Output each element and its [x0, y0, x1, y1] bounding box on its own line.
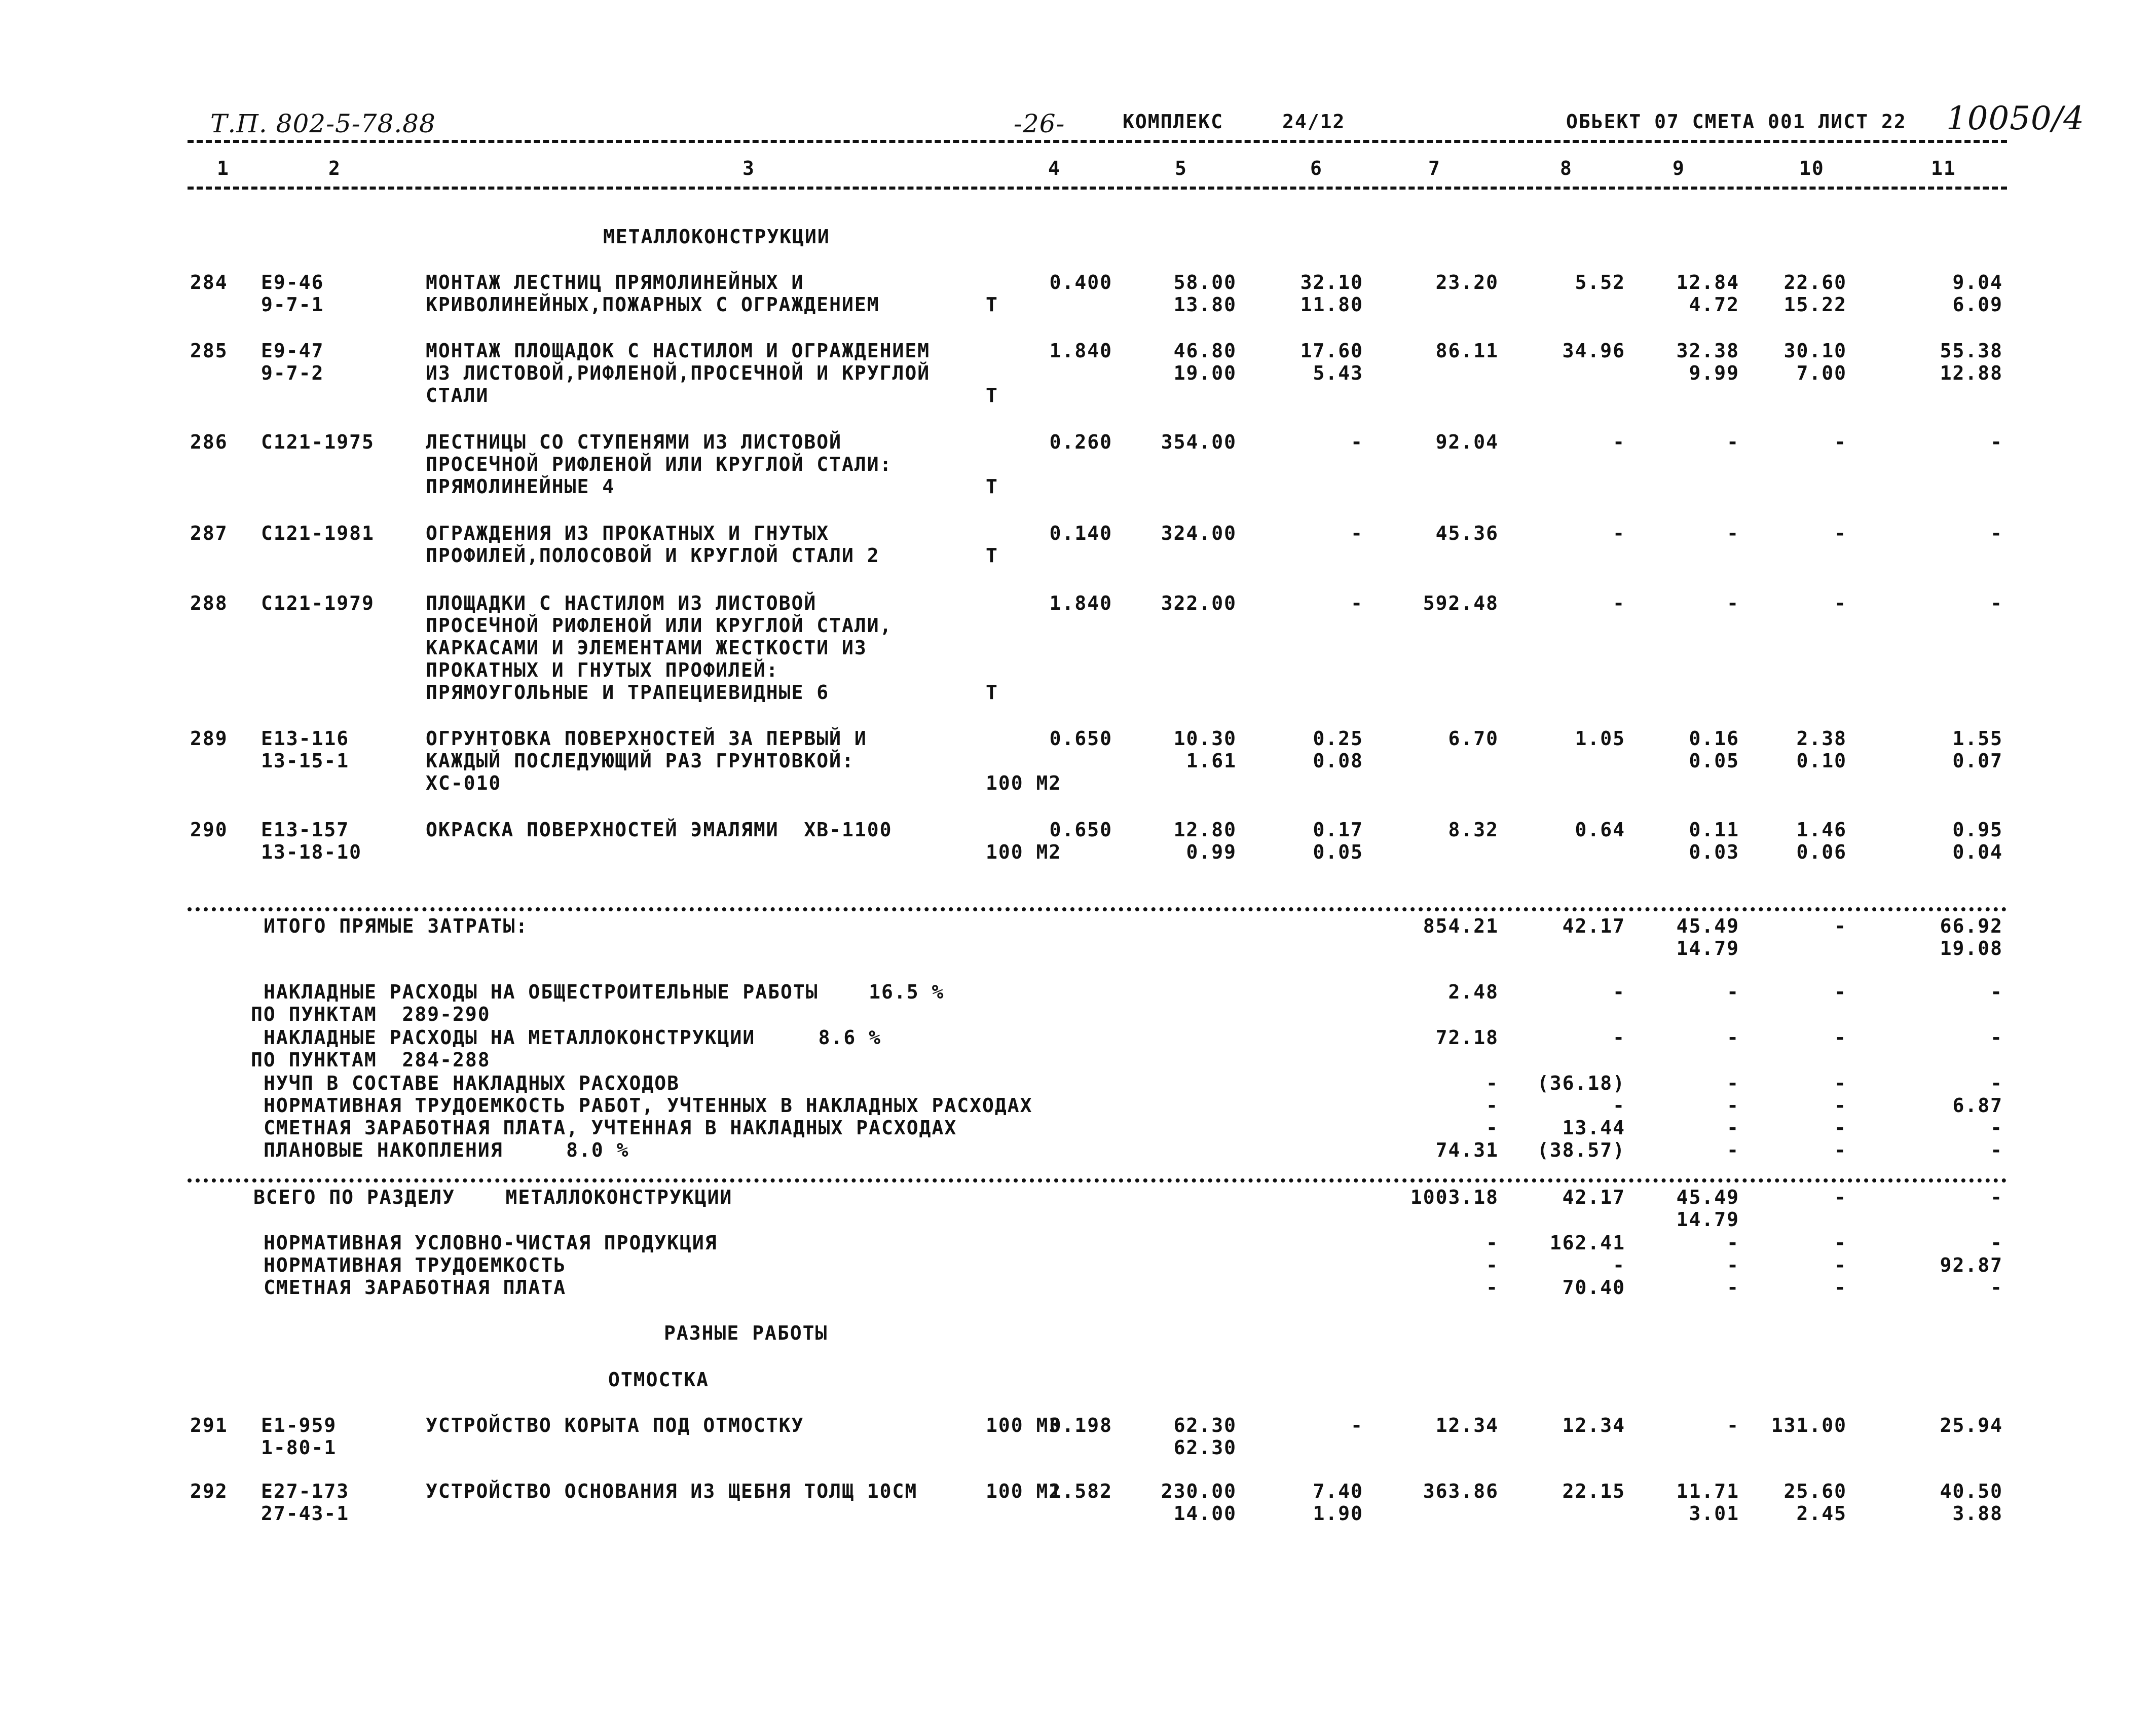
- norm-code: 13-15-1: [261, 750, 350, 772]
- value-c10: 7.00: [1796, 362, 1847, 384]
- quantity-col4: 0.260: [1049, 431, 1112, 453]
- overhead-detail-col10: -: [1834, 1094, 1847, 1117]
- normative-col7: -: [1486, 1232, 1499, 1254]
- normative-col11: -: [1990, 1276, 2003, 1299]
- quantity-col4: 0.650: [1049, 819, 1112, 841]
- quantity-col4: 0.400: [1049, 271, 1112, 293]
- unit-of-measure: Т: [986, 384, 998, 407]
- work-description: УСТРОЙСТВО КОРЫТА ПОД ОТМОСТКУ: [426, 1414, 804, 1436]
- header-separator: [188, 140, 2007, 143]
- work-description: КРИВОЛИНЕЙНЫХ,ПОЖАРНЫХ С ОГРАЖДЕНИЕМ: [426, 293, 880, 316]
- normative-col11: 92.87: [1940, 1254, 2003, 1276]
- overhead-detail-col8: (38.57): [1537, 1139, 1625, 1161]
- norm-code: С121-1981: [261, 522, 375, 544]
- unit-of-measure: 100 М2: [986, 772, 1062, 794]
- quantity-col4: 0.198: [1049, 1414, 1112, 1436]
- value-c6: -: [1351, 592, 1363, 614]
- overhead-detail-col11: -: [1990, 1139, 2003, 1161]
- quantity-col4: 1.840: [1049, 340, 1112, 362]
- row-number: 291: [190, 1414, 228, 1436]
- normative-col8: -: [1613, 1254, 1625, 1276]
- value-c5: 13.80: [1173, 293, 1237, 316]
- normative-col11: -: [1990, 1232, 2003, 1254]
- value-c7: 45.36: [1435, 522, 1499, 544]
- value-c8: 0.64: [1575, 819, 1625, 841]
- value-c10: 1.46: [1796, 819, 1847, 841]
- value-c5: 19.00: [1173, 362, 1237, 384]
- work-description: ХС-010: [426, 772, 502, 794]
- normative-col7: -: [1486, 1254, 1499, 1276]
- column-header-separator: [188, 187, 2007, 190]
- normative-line: НОРМАТИВНАЯ УСЛОВНО-ЧИСТАЯ ПРОДУКЦИЯ: [264, 1232, 718, 1254]
- norm-code: Е27-173: [261, 1480, 350, 1502]
- value-c9: 12.84: [1676, 271, 1739, 293]
- overhead-col11: -: [1990, 1026, 2003, 1049]
- overhead-col8: -: [1613, 981, 1625, 1003]
- value-c7: 86.11: [1435, 340, 1499, 362]
- value-c10: 30.10: [1784, 340, 1847, 362]
- row-number: 284: [190, 271, 228, 293]
- work-description: МОНТАЖ ЛЕСТНИЦ ПРЯМОЛИНЕЙНЫХ И: [426, 271, 804, 293]
- value-c9: 0.16: [1689, 727, 1739, 750]
- value-c6: 0.05: [1313, 841, 1363, 863]
- value-c11: 6.09: [1952, 293, 2003, 316]
- overhead-detail-col10: -: [1834, 1117, 1847, 1139]
- unit-of-measure: Т: [986, 475, 998, 498]
- row-number: 289: [190, 727, 228, 750]
- value-c10: 25.60: [1784, 1480, 1847, 1502]
- normative-line: СМЕТНАЯ ЗАРАБОТНАЯ ПЛАТА: [264, 1276, 567, 1299]
- column-header: 5: [1175, 157, 1187, 179]
- value-c11: 1.55: [1952, 727, 2003, 750]
- column-header: 9: [1673, 157, 1685, 179]
- overhead-col9: -: [1727, 1026, 1739, 1049]
- work-description: ИЗ ЛИСТОВОЙ,РИФЛЕНОЙ,ПРОСЕЧНОЙ И КРУГЛОЙ: [426, 362, 931, 384]
- total-direct-col11: 66.92: [1940, 915, 2003, 937]
- total-direct-col11-sub: 19.08: [1940, 937, 2003, 959]
- value-c9: 0.11: [1689, 819, 1739, 841]
- value-c10: -: [1834, 592, 1847, 614]
- normative-col10: -: [1834, 1276, 1847, 1299]
- document-reference: Т.П. 802-5-78.88: [210, 109, 436, 138]
- value-c9: 32.38: [1676, 340, 1739, 362]
- column-header: 2: [328, 157, 341, 179]
- value-c6: -: [1351, 431, 1363, 453]
- value-c11: 12.88: [1940, 362, 2003, 384]
- value-c7: 363.86: [1423, 1480, 1499, 1502]
- column-header: 1: [217, 157, 230, 179]
- column-header: 10: [1799, 157, 1825, 179]
- value-c5: 62.30: [1173, 1414, 1237, 1436]
- work-description: СТАЛИ: [426, 384, 489, 407]
- overhead-detail-col9: -: [1727, 1117, 1739, 1139]
- value-c6: 0.08: [1313, 750, 1363, 772]
- value-c11: 0.04: [1952, 841, 2003, 863]
- section-heading-metal: МЕТАЛЛОКОНСТРУКЦИИ: [603, 226, 830, 248]
- normative-col8: 162.41: [1549, 1232, 1625, 1254]
- value-c10: 2.45: [1796, 1502, 1847, 1525]
- value-c11: -: [1990, 431, 2003, 453]
- normative-col9: -: [1727, 1254, 1739, 1276]
- value-c8: -: [1613, 431, 1625, 453]
- value-c9: -: [1727, 522, 1739, 544]
- total-direct-col7: 854.21: [1423, 915, 1499, 937]
- unit-of-measure: Т: [986, 293, 998, 316]
- value-c8: -: [1613, 592, 1625, 614]
- overhead-items-line: ПО ПУНКТАМ 284-288: [251, 1049, 491, 1071]
- work-description: ПРОСЕЧНОЙ РИФЛЕНОЙ ИЛИ КРУГЛОЙ СТАЛИ:: [426, 453, 893, 475]
- work-description: ОГРУНТОВКА ПОВЕРХНОСТЕЙ ЗА ПЕРВЫЙ И: [426, 727, 867, 750]
- unit-of-measure: 100 М3: [986, 1414, 1062, 1436]
- overhead-detail-col10: -: [1834, 1139, 1847, 1161]
- unit-of-measure: 100 М2: [986, 841, 1062, 863]
- value-c5: 324.00: [1161, 522, 1237, 544]
- value-c7: 23.20: [1435, 271, 1499, 293]
- value-c5: 0.99: [1186, 841, 1237, 863]
- overhead-col10: -: [1834, 1026, 1847, 1049]
- value-c9: 0.03: [1689, 841, 1739, 863]
- column-header: 8: [1560, 157, 1573, 179]
- value-c11: -: [1990, 522, 2003, 544]
- value-c8: 12.34: [1562, 1414, 1625, 1436]
- overhead-detail-line: НУЧП В СОСТАВЕ НАКЛАДНЫХ РАСХОДОВ: [264, 1072, 680, 1094]
- object-estimate-sheet-info: ОБЬЕКТ 07 СМЕТА 001 ЛИСТ 22: [1566, 110, 1907, 133]
- norm-code: Е1-959: [261, 1414, 337, 1436]
- overhead-col9: -: [1727, 981, 1739, 1003]
- overhead-detail-col8: -: [1613, 1094, 1625, 1117]
- total-direct-label: ИТОГО ПРЯМЫЕ ЗАТРАТЫ:: [264, 915, 529, 937]
- value-c11: 25.94: [1940, 1414, 2003, 1436]
- value-c10: -: [1834, 522, 1847, 544]
- section-total-col9: 45.49: [1676, 1186, 1739, 1208]
- value-c8: 22.15: [1562, 1480, 1625, 1502]
- value-c10: 2.38: [1796, 727, 1847, 750]
- value-c11: 3.88: [1952, 1502, 2003, 1525]
- value-c5: 14.00: [1173, 1502, 1237, 1525]
- work-description: ПРЯМОЛИНЕЙНЫЕ 4: [426, 475, 615, 498]
- column-header: 3: [742, 157, 755, 179]
- norm-code: Е13-157: [261, 819, 350, 841]
- overhead-detail-col8: (36.18): [1537, 1072, 1625, 1094]
- subsection-heading-otmostka: ОТМОСТКА: [608, 1369, 710, 1391]
- quantity-col4: 0.140: [1049, 522, 1112, 544]
- column-header: 7: [1428, 157, 1441, 179]
- row-number: 288: [190, 592, 228, 614]
- value-c6: -: [1351, 522, 1363, 544]
- value-c5: 10.30: [1173, 727, 1237, 750]
- complex-label: КОМПЛЕКС: [1123, 110, 1224, 133]
- unit-of-measure: Т: [986, 544, 998, 567]
- section-total-col9-sub: 14.79: [1676, 1208, 1739, 1231]
- value-c8: 1.05: [1575, 727, 1625, 750]
- value-c9: 0.05: [1689, 750, 1739, 772]
- quantity-col4: 0.650: [1049, 727, 1112, 750]
- value-c6: -: [1351, 1414, 1363, 1436]
- overhead-detail-col7: 74.31: [1435, 1139, 1499, 1161]
- overhead-detail-col8: 13.44: [1562, 1117, 1625, 1139]
- section-total-col8: 42.17: [1562, 1186, 1625, 1208]
- overhead-detail-line: НОРМАТИВНАЯ ТРУДОЕМКОСТЬ РАБОТ, УЧТЕННЫХ В НАКЛАДНЫХ РАСХОДАХ: [264, 1094, 1033, 1117]
- value-c5: 1.61: [1186, 750, 1237, 772]
- value-c8: 34.96: [1562, 340, 1625, 362]
- value-c6: 0.17: [1313, 819, 1363, 841]
- overhead-detail-col7: -: [1486, 1072, 1499, 1094]
- total-direct-col8: 42.17: [1562, 915, 1625, 937]
- value-c9: 11.71: [1676, 1480, 1739, 1502]
- value-c9: 3.01: [1689, 1502, 1739, 1525]
- normative-line: НОРМАТИВНАЯ ТРУДОЕМКОСТЬ: [264, 1254, 567, 1276]
- normative-col10: -: [1834, 1232, 1847, 1254]
- work-description: ЛЕСТНИЦЫ СО СТУПЕНЯМИ ИЗ ЛИСТОВОЙ: [426, 431, 842, 453]
- work-description: ПРОФИЛЕЙ,ПОЛОСОВОЙ И КРУГЛОЙ СТАЛИ 2: [426, 544, 880, 567]
- value-c7: 592.48: [1423, 592, 1499, 614]
- overhead-detail-col11: 6.87: [1952, 1094, 2003, 1117]
- work-description: ПРЯМОУГОЛЬНЫЕ И ТРАПЕЦИЕВИДНЫЕ 6: [426, 681, 830, 704]
- page-number: -26-: [1014, 109, 1065, 138]
- norm-code: 13-18-10: [261, 841, 362, 863]
- work-description: ОГРАЖДЕНИЯ ИЗ ПРОКАТНЫХ И ГНУТЫХ: [426, 522, 830, 544]
- value-c6: 32.10: [1300, 271, 1363, 293]
- overhead-detail-line: СМЕТНАЯ ЗАРАБОТНАЯ ПЛАТА, УЧТЕННАЯ В НАКЛАДНЫХ РАСХОДАХ: [264, 1117, 957, 1139]
- normative-col8: 70.40: [1562, 1276, 1625, 1299]
- work-description: КАРКАСАМИ И ЭЛЕМЕНТАМИ ЖЕСТКОСТИ ИЗ: [426, 637, 867, 659]
- row-number: 292: [190, 1480, 228, 1502]
- section-total-col7: 1003.18: [1410, 1186, 1499, 1208]
- value-c9: 9.99: [1689, 362, 1739, 384]
- normative-col9: -: [1727, 1232, 1739, 1254]
- value-c9: 4.72: [1689, 293, 1739, 316]
- value-c5: 58.00: [1173, 271, 1237, 293]
- overhead-detail-col11: -: [1990, 1072, 2003, 1094]
- value-c7: 8.32: [1448, 819, 1499, 841]
- column-header: 4: [1048, 157, 1061, 179]
- overhead-col7: 72.18: [1435, 1026, 1499, 1049]
- overhead-items-line: ПО ПУНКТАМ 289-290: [251, 1003, 491, 1025]
- value-c5: 322.00: [1161, 592, 1237, 614]
- overhead-col8: -: [1613, 1026, 1625, 1049]
- value-c5: 46.80: [1173, 340, 1237, 362]
- section-total-col10: -: [1834, 1186, 1847, 1208]
- complex-number: 24/12: [1282, 110, 1346, 133]
- norm-code: 9-7-1: [261, 293, 324, 316]
- value-c7: 92.04: [1435, 431, 1499, 453]
- value-c8: 5.52: [1575, 271, 1625, 293]
- total-direct-col10: -: [1834, 915, 1847, 937]
- overhead-rate-line: НАКЛАДНЫЕ РАСХОДЫ НА МЕТАЛЛОКОНСТРУКЦИИ 8.6 %: [264, 1026, 882, 1049]
- value-c11: 0.07: [1952, 750, 2003, 772]
- overhead-detail-col7: -: [1486, 1117, 1499, 1139]
- column-header: 11: [1931, 157, 1956, 179]
- overhead-detail-col9: -: [1727, 1139, 1739, 1161]
- value-c6: 5.43: [1313, 362, 1363, 384]
- work-description: ОКРАСКА ПОВЕРХНОСТЕЙ ЭМАЛЯМИ ХВ-1100: [426, 819, 893, 841]
- value-c10: 0.10: [1796, 750, 1847, 772]
- work-description: УСТРОЙСТВО ОСНОВАНИЯ ИЗ ЩЕБНЯ ТОЛЩ 10СМ: [426, 1480, 918, 1502]
- work-description: МОНТАЖ ПЛОЩАДОК С НАСТИЛОМ И ОГРАЖДЕНИЕМ: [426, 340, 931, 362]
- value-c6: 7.40: [1313, 1480, 1363, 1502]
- value-c5: 62.30: [1173, 1436, 1237, 1459]
- section-heading-misc: РАЗНЫЕ РАБОТЫ: [664, 1322, 828, 1344]
- overhead-col10: -: [1834, 981, 1847, 1003]
- row-number: 286: [190, 431, 228, 453]
- value-c6: 0.25: [1313, 727, 1363, 750]
- norm-code: 27-43-1: [261, 1502, 350, 1525]
- value-c9: -: [1727, 1414, 1739, 1436]
- norm-code: 1-80-1: [261, 1436, 337, 1459]
- quantity-col4: 1.582: [1049, 1480, 1112, 1502]
- value-c5: 354.00: [1161, 431, 1237, 453]
- work-description: ПЛОЩАДКИ С НАСТИЛОМ ИЗ ЛИСТОВОЙ: [426, 592, 817, 614]
- overhead-detail-col9: -: [1727, 1072, 1739, 1094]
- value-c10: 15.22: [1784, 293, 1847, 316]
- value-c5: 12.80: [1173, 819, 1237, 841]
- overhead-col7: 2.48: [1448, 981, 1499, 1003]
- norm-code: С121-1975: [261, 431, 375, 453]
- norm-code: Е9-46: [261, 271, 324, 293]
- value-c7: 6.70: [1448, 727, 1499, 750]
- value-c6: 1.90: [1313, 1502, 1363, 1525]
- work-description: ПРОКАТНЫХ И ГНУТЫХ ПРОФИЛЕЙ:: [426, 659, 779, 681]
- unit-of-measure: 100 М2: [986, 1480, 1062, 1502]
- overhead-detail-col7: -: [1486, 1094, 1499, 1117]
- normative-col7: -: [1486, 1276, 1499, 1299]
- column-header: 6: [1310, 157, 1323, 179]
- overhead-col11: -: [1990, 981, 2003, 1003]
- work-description: КАЖДЫЙ ПОСЛЕДУЮЩИЙ РАЗ ГРУНТОВКОЙ:: [426, 750, 854, 772]
- normative-col9: -: [1727, 1276, 1739, 1299]
- total-direct-col9-sub: 14.79: [1676, 937, 1739, 959]
- total-direct-col9: 45.49: [1676, 915, 1739, 937]
- value-c8: -: [1613, 522, 1625, 544]
- value-c6: 17.60: [1300, 340, 1363, 362]
- overhead-detail-col9: -: [1727, 1094, 1739, 1117]
- value-c11: 0.95: [1952, 819, 2003, 841]
- row-number: 290: [190, 819, 228, 841]
- section-total-label: ВСЕГО ПО РАЗДЕЛУ МЕТАЛЛОКОНСТРУКЦИИ: [253, 1186, 733, 1208]
- total-dotted-separator: [188, 907, 2007, 911]
- overhead-rate-line: НАКЛАДНЫЕ РАСХОДЫ НА ОБЩЕСТРОИТЕЛЬНЫЕ РАБОТЫ 16.5 %: [264, 981, 945, 1003]
- overhead-detail-col10: -: [1834, 1072, 1847, 1094]
- value-c11: 40.50: [1940, 1480, 2003, 1502]
- work-description: ПРОСЕЧНОЙ РИФЛЕНОЙ ИЛИ КРУГЛОЙ СТАЛИ,: [426, 614, 893, 637]
- norm-code: Е13-116: [261, 727, 350, 750]
- norm-code: С121-1979: [261, 592, 375, 614]
- value-c7: 12.34: [1435, 1414, 1499, 1436]
- value-c5: 230.00: [1161, 1480, 1237, 1502]
- overhead-detail-col11: -: [1990, 1117, 2003, 1139]
- section-total-dotted-separator: [188, 1178, 2007, 1183]
- overhead-detail-line: ПЛАНОВЫЕ НАКОПЛЕНИЯ 8.0 %: [264, 1139, 629, 1161]
- quantity-col4: 1.840: [1049, 592, 1112, 614]
- handwritten-stamp-number: 10050/4: [1946, 100, 2085, 137]
- normative-col10: -: [1834, 1254, 1847, 1276]
- value-c6: 11.80: [1300, 293, 1363, 316]
- value-c11: 55.38: [1940, 340, 2003, 362]
- norm-code: Е9-47: [261, 340, 324, 362]
- value-c9: -: [1727, 431, 1739, 453]
- value-c10: 131.00: [1771, 1414, 1847, 1436]
- value-c10: -: [1834, 431, 1847, 453]
- value-c11: -: [1990, 592, 2003, 614]
- value-c9: -: [1727, 592, 1739, 614]
- value-c10: 22.60: [1784, 271, 1847, 293]
- value-c11: 9.04: [1952, 271, 2003, 293]
- row-number: 287: [190, 522, 228, 544]
- value-c10: 0.06: [1796, 841, 1847, 863]
- section-total-col11: -: [1990, 1186, 2003, 1208]
- row-number: 285: [190, 340, 228, 362]
- unit-of-measure: Т: [986, 681, 998, 704]
- norm-code: 9-7-2: [261, 362, 324, 384]
